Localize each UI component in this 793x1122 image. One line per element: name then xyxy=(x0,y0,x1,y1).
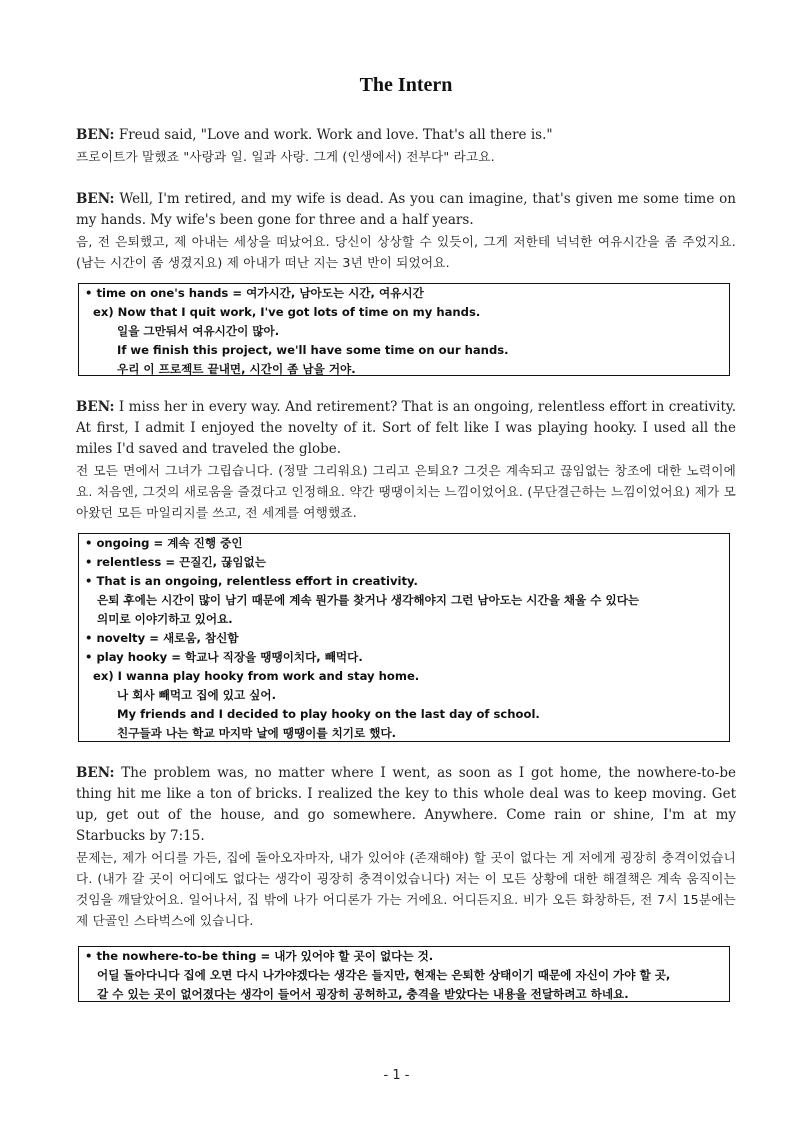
dialogue-block-2 xyxy=(76,189,736,273)
korean-translation: 전 모든 면에서 그녀가 그립습니다. (정말 그리워요) 그리고 은퇴요? 그것은 계속되고 끊임없는 창조에 대한 노력이에요. 처음엔, 그것의 새로움을 즐겼다고 인정해요. 약간 땡땡이치는 느낌이었어요. (무단결근하는 느낌이었어요) 제가 모아왔던 모든 마일리지를 쓰고, 전 세계를 여행했죠. xyxy=(76,463,736,520)
note-line: 우리 이 프로젝트 끝내면, 시간이 좀 남을 거야. xyxy=(117,362,356,376)
note-line: • novelty = 새로움, 참신함 xyxy=(85,631,239,645)
page-number: - 1 - xyxy=(383,1068,410,1083)
korean-translation: 프로이트가 말했죠 "사랑과 일. 일과 사랑. 그게 (인생에서) 전부다" 라고요. xyxy=(76,149,495,164)
note-line: • time on one's hands = 여가시간, 남아도는 시간, 여유시간 xyxy=(85,286,424,300)
note-line: 갈 수 있는 곳이 없어졌다는 생각이 들어서 굉장히 공허하고, 충격을 받았다는 내용을 전달하려고 하네요. xyxy=(97,987,629,1001)
note-line: 은퇴 후에는 시간이 많이 남기 때문에 계속 뭔가를 찾거나 생각해야지 그런 남아도는 시간을 채울 수 있다는 xyxy=(97,593,640,607)
note-line: • the nowhere-to-be thing = 내가 있어야 할 곳이 없다는 것. xyxy=(85,949,434,963)
note-line: If we finish this project, we'll have some time on our hands. xyxy=(117,343,509,357)
dialogue-block-4 xyxy=(76,763,736,931)
korean-translation: 음, 전 은퇴했고, 제 아내는 세상을 떠났어요. 당신이 상상할 수 있듯이, 그게 저한테 넉넉한 여유시간을 좀 주었지요. (남는 시간이 좀 생겼지요) 제 아내가 떠난 지는 3년 반이 되었어요. xyxy=(76,234,736,270)
vocab-note-box xyxy=(78,533,730,742)
note-line: 의미로 이야기하고 있어요. xyxy=(97,612,233,626)
english-line: Well, I'm retired, and my wife is dead. As you can imagine, that's given me some time on my hands. My wife's been gone for three and a half years. xyxy=(76,191,736,228)
english-line: The problem was, no matter where I went, as soon as I got home, the nowhere-to-be thing hit me like a ton of bricks. I realized the key to this whole deal was to keep moving. Get up, get out of the house, and go somewhere. Anywhere. Come rain or shine, I'm at my Starbucks by 7:15. xyxy=(76,765,736,844)
note-line: • ongoing = 계속 진행 중인 xyxy=(85,536,243,550)
vocab-note-box xyxy=(78,946,730,1002)
note-line: ex) I wanna play hooky from work and stay home. xyxy=(93,669,420,683)
korean-translation: 문제는, 제가 어디를 가든, 집에 돌아오자마자, 내가 있어야 (존재해야) 할 곳이 없다는 게 저에게 굉장히 충격이었습니다. (내가 갈 곳이 어디에도 없다는 생각이 굉장히 충격이었습니다) 저는 이 모든 상황에 대한 해결책은 계속 움직이는 것임을 깨달았어요. 일어나서, 집 밖에 나가 어디론가 가는 거에요. 어디든지요. 비가 오든 화창하든, 전 7시 15분에는 제 단골인 스타벅스에 있습니다. xyxy=(76,850,736,928)
english-line: Freud said, "Love and work. Work and love. That's all there is." xyxy=(114,127,553,143)
speaker-label: BEN: xyxy=(76,399,115,415)
speaker-label: BEN: xyxy=(76,765,115,781)
english-line: I miss her in every way. And retirement? That is an ongoing, relentless effort in creativity. At first, I admit I enjoyed the novelty of it. Sort of felt like I was playing hooky. I used all the miles I'd saved and traveled the globe. xyxy=(76,399,736,457)
note-line: 어딜 돌아다니다 집에 오면 다시 나가야겠다는 생각은 들지만, 현재는 은퇴한 상태이기 때문에 자신이 가야 할 곳, xyxy=(97,968,671,982)
dialogue-block-1 xyxy=(76,125,736,167)
note-line: 친구들과 나는 학교 마지막 날에 땡땡이를 치기로 했다. xyxy=(117,726,397,740)
note-line: 일을 그만둬서 여유시간이 많아. xyxy=(117,324,280,338)
speaker-label: BEN: xyxy=(76,191,115,207)
note-line: ex) Now that I quit work, I've got lots of time on my hands. xyxy=(93,305,481,319)
note-line: 나 회사 빼먹고 집에 있고 싶어. xyxy=(117,688,276,702)
document-title: The Intern xyxy=(359,74,453,96)
note-line: • play hooky = 학교나 직장을 땡땡이치다, 빼먹다. xyxy=(85,650,363,664)
speaker-label: BEN: xyxy=(76,127,115,143)
note-line: My friends and I decided to play hooky on the last day of school. xyxy=(117,707,540,721)
note-line: • relentless = 끈질긴, 끊임없는 xyxy=(85,555,266,569)
vocab-note-box xyxy=(78,283,730,376)
note-line: • That is an ongoing, relentless effort in creativity. xyxy=(85,574,418,588)
dialogue-block-3 xyxy=(76,397,736,523)
